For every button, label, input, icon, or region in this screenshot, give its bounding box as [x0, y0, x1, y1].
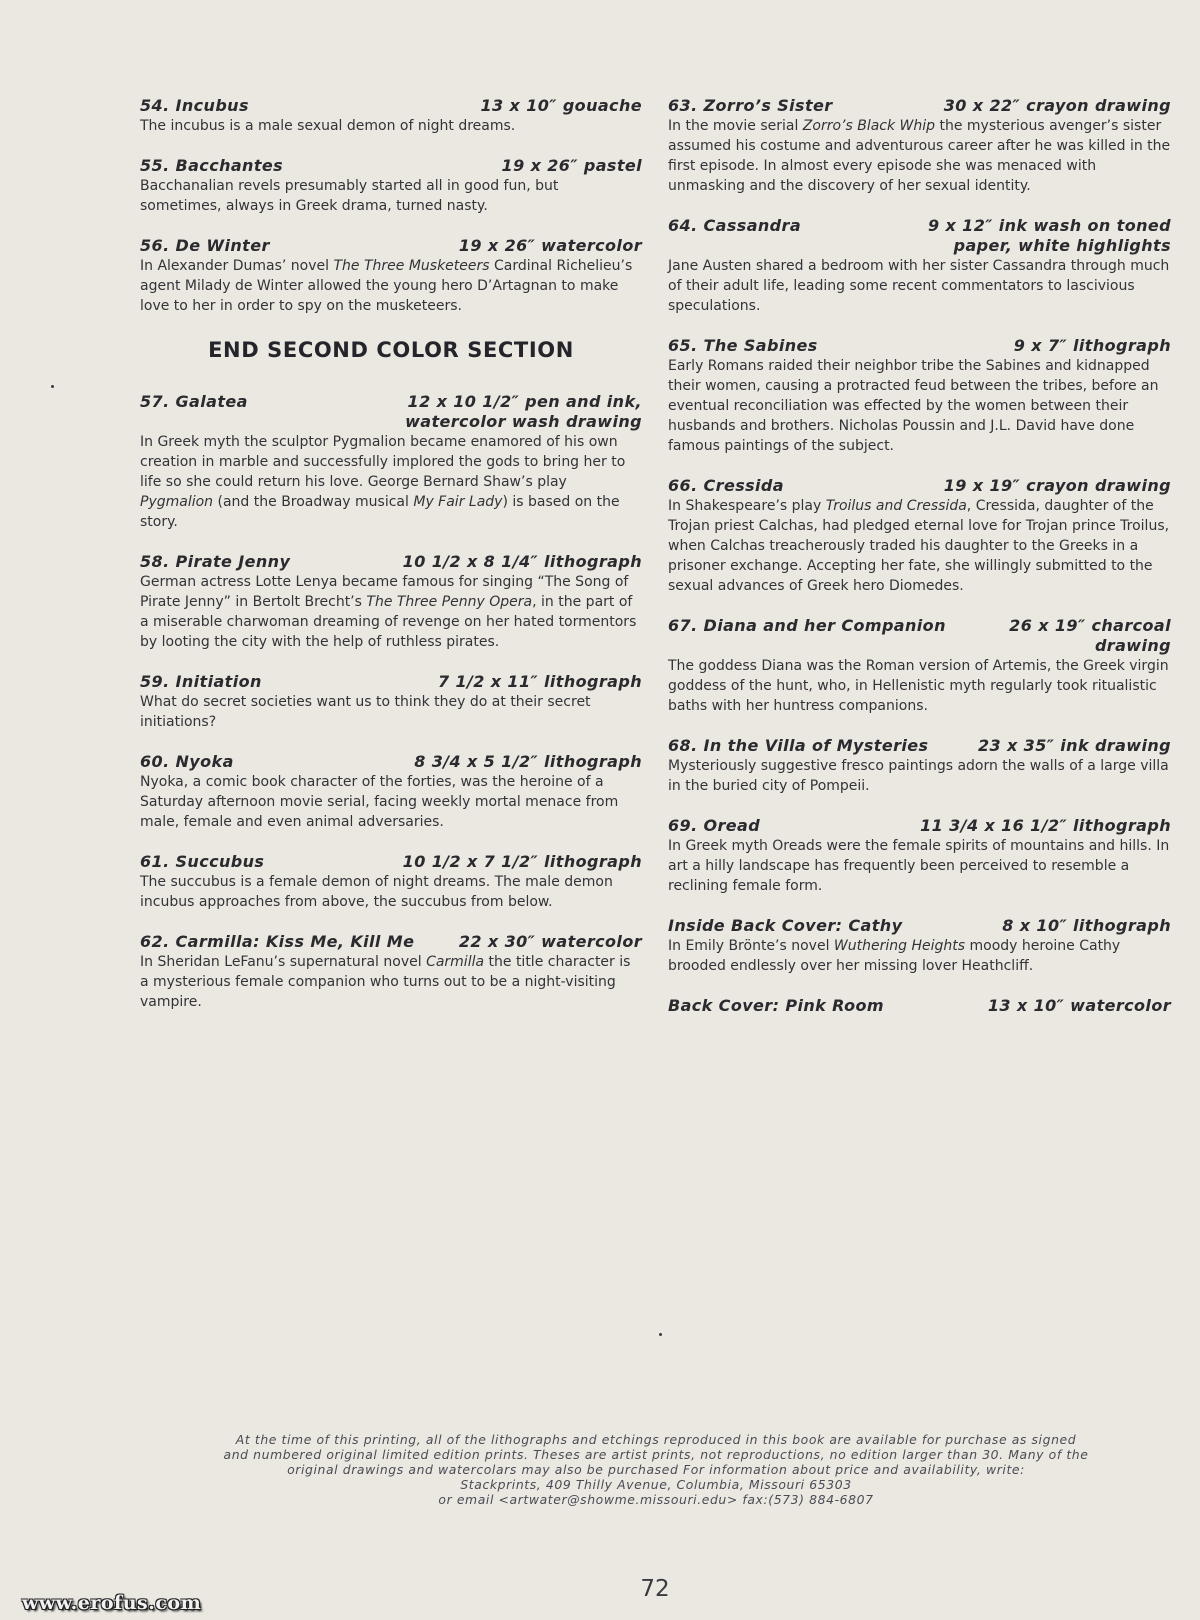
address-line: Stackprints, 409 Thilly Avenue, Columbia, Missouri 65303 [460, 1477, 852, 1492]
entry-heading [668, 476, 1171, 496]
work-title: Zorro’s Black Whip [802, 118, 936, 134]
entry-title: Inside Back Cover: Cathy [668, 916, 903, 935]
entry-heading [668, 336, 1171, 356]
entry-description [668, 836, 1171, 896]
entry-title: 57. Galatea [140, 392, 248, 411]
right-entries [668, 96, 1171, 1016]
entry-medium: 10 1/2 x 7 1/2″ lithograph [402, 852, 642, 871]
entry-heading [140, 392, 642, 432]
left-column [140, 96, 642, 1032]
entry-title: 64. Cassandra [668, 216, 802, 235]
entry-medium: 22 x 30″ watercolor [458, 932, 642, 951]
description-text: What do secret societies want us to think they do at their secret initiations? [140, 694, 591, 730]
entry-description [140, 116, 642, 136]
catalog-entry [140, 552, 642, 652]
catalog-entry [140, 156, 642, 216]
description-text: The incubus is a male sexual demon of night dreams. [140, 118, 516, 134]
entry-description [140, 952, 642, 1012]
entry-medium: 19 x 19″ crayon drawing [943, 476, 1171, 495]
description-text: the mysterious avenger’s sister assumed his costume and adventurous career after he was killed in the first episode. In almost every episode she was menaced with unmasking and the discovery of her sexual identity. [668, 118, 1171, 194]
catalog-entry [140, 236, 642, 316]
entry-description [140, 432, 642, 532]
description-text: the title character is a mysterious female companion who turns out to be a night-visiting vampire. [140, 954, 631, 1010]
description-text: In Sheridan LeFanu’s supernatural novel [140, 954, 427, 970]
catalog-entry [668, 96, 1171, 196]
catalog-entry [668, 616, 1171, 716]
description-text: Jane Austen shared a bedroom with her sister Cassandra through much of their adult life, leading some recent commentators to lascivious speculations. [668, 258, 1170, 314]
entry-title: 55. Bacchantes [140, 156, 284, 175]
entry-description [140, 176, 642, 216]
entry-heading [140, 752, 642, 772]
catalog-entry [668, 916, 1171, 976]
entry-title: 54. Incubus [140, 96, 249, 115]
print-speck [659, 1333, 662, 1336]
description-text: Early Romans raided their neighbor tribe the Sabines and kidnapped their women, causing a protracted feud between the tribes, before an eventual reconciliation was effected by the women between their husbands and brothers. Nicholas Poussin and J.L. David have done famous paintings of the subject. [668, 358, 1159, 454]
availability-note [140, 1432, 1172, 1507]
catalog-entry [668, 216, 1171, 316]
entry-medium: 13 x 10″ gouache [480, 96, 642, 115]
entry-heading [668, 96, 1171, 116]
availability-line: original drawings and watercolars may also be purchased For information about price and availability, write: [287, 1462, 1025, 1477]
entry-medium: 11 3/4 x 16 1/2″ lithograph [920, 816, 1171, 835]
catalog-entry [140, 672, 642, 732]
description-text: German actress Lotte Lenya became famous for singing “The Song of Pirate Jenny” in Bertolt Brecht’s [140, 574, 629, 610]
entry-description [668, 656, 1171, 716]
description-text: Mysteriously suggestive fresco paintings adorn the walls of a large villa in the buried city of Pompeii. [668, 758, 1169, 794]
entry-heading [140, 852, 642, 872]
print-speck [51, 385, 54, 388]
description-text: Bacchanalian revels presumably started all in good fun, but sometimes, always in Greek drama, turned nasty. [140, 178, 559, 214]
entry-description [140, 772, 642, 832]
entry-heading [668, 996, 1171, 1016]
entry-title: 58. Pirate Jenny [140, 552, 291, 571]
contact-line: or email <artwater@showme.missouri.edu> fax:(573) 884-6807 [438, 1492, 874, 1507]
entry-title: 68. In the Villa of Mysteries [668, 736, 929, 755]
work-title: Pygmalion [140, 494, 214, 510]
work-title: The Three Musketeers [333, 258, 490, 274]
entry-description [668, 496, 1171, 596]
entry-title: 63. Zorro’s Sister [668, 96, 833, 115]
entry-title: 65. The Sabines [668, 336, 818, 355]
description-text: Cardinal Richelieu’s agent Milady de Winter allowed the young hero D’Artagnan to make love to her in order to spy on the musketeers. [140, 258, 633, 314]
entry-medium: 8 3/4 x 5 1/2″ lithograph [414, 752, 642, 771]
entry-medium: 9 x 7″ lithograph [1013, 336, 1171, 355]
description-text: moody heroine Cathy brooded endlessly over her missing lover Heathcliff. [668, 938, 1121, 974]
description-text: ) is based on the story. [140, 494, 620, 530]
entry-description [668, 356, 1171, 456]
entry-title: 59. Initiation [140, 672, 262, 691]
description-text: (and the Broadway musical [213, 494, 414, 510]
availability-line: and numbered original limited edition prints. Theses are artist prints, not reproductions, no edition larger than 30. Many of the [223, 1447, 1089, 1462]
entry-description [668, 936, 1171, 976]
left-entries-bottom [140, 392, 642, 1012]
description-text: In Greek myth the sculptor Pygmalion became enamored of his own creation in marble and successfully implored the gods to bring her to life so she could return his love. George Bernard Shaw’s play [140, 434, 626, 490]
entry-heading [140, 932, 642, 952]
entry-medium: 7 1/2 x 11″ lithograph [437, 672, 642, 691]
catalog-entry [668, 476, 1171, 596]
description-text: In Emily Brönte’s novel [668, 938, 834, 954]
watermark-logo: www.erofus.com [22, 1592, 202, 1614]
work-title: Carmilla [426, 954, 485, 970]
entry-title: 60. Nyoka [140, 752, 234, 771]
entry-title: 56. De Winter [140, 236, 270, 255]
work-title: Wuthering Heights [833, 938, 966, 954]
page-number: 72 [640, 1576, 670, 1602]
entry-heading [668, 816, 1171, 836]
work-title: My Fair Lady [413, 494, 503, 510]
entry-medium: 19 x 26″ pastel [501, 156, 642, 175]
entry-description [668, 256, 1171, 316]
right-column [668, 96, 1171, 1036]
entry-description [140, 572, 642, 652]
description-text: In Shakespeare’s play [668, 498, 826, 514]
entry-title: 66. Cressida [668, 476, 784, 495]
entry-heading [668, 616, 1171, 656]
entry-medium: 10 1/2 x 8 1/4″ lithograph [402, 552, 642, 571]
entry-medium: 12 x 10 1/2″ pen and ink, watercolor wash drawing [405, 392, 642, 431]
entry-medium: 8 x 10″ lithograph [1002, 916, 1171, 935]
description-text: In the movie serial [668, 118, 803, 134]
entry-heading [140, 96, 642, 116]
left-entries-top [140, 96, 642, 316]
entry-heading [668, 736, 1171, 756]
entry-medium: 19 x 26″ watercolor [458, 236, 642, 255]
catalog-entry [140, 392, 642, 532]
work-title: The Three Penny Opera [366, 594, 533, 610]
entry-medium: 13 x 10″ watercolor [987, 996, 1171, 1015]
entry-heading [668, 216, 1171, 256]
catalog-entry [668, 816, 1171, 896]
entry-heading [140, 672, 642, 692]
catalog-entry [140, 932, 642, 1012]
catalog-entry [140, 752, 642, 832]
entry-title: Back Cover: Pink Room [668, 996, 884, 1015]
section-heading: END SECOND COLOR SECTION [208, 338, 574, 362]
description-text: , in the part of a miserable charwoman dreaming of revenge on her hated tormentors by looting the city with the help of ruthless pirates. [140, 594, 637, 650]
description-text: In Greek myth Oreads were the female spirits of mountains and hills. In art a hilly landscape has frequently been perceived to resemble a reclining female form. [668, 838, 1170, 894]
entry-title: 62. Carmilla: Kiss Me, Kill Me [140, 932, 415, 951]
entry-title: 69. Oread [668, 816, 761, 835]
description-text: In Alexander Dumas’ novel [140, 258, 334, 274]
catalog-entry [668, 336, 1171, 456]
entry-title: 61. Succubus [140, 852, 265, 871]
entry-heading [140, 156, 642, 176]
description-text: The goddess Diana was the Roman version of Artemis, the Greek virgin goddess of the hunt, who, in Hellenistic myth regularly took ritualistic baths with her huntress companions. [668, 658, 1169, 714]
availability-line: At the time of this printing, all of the lithographs and etchings reproduced in this book are available for purchase as signed [235, 1432, 1077, 1447]
description-text: Nyoka, a comic book character of the forties, was the heroine of a Saturday afternoon movie serial, facing weekly mortal menace from male, female and even animal adversaries. [140, 774, 619, 830]
description-text: , Cressida, daughter of the Trojan priest Calchas, had pledged eternal love for Trojan prince Troilus, when Calchas treacherously traded his daughter to the Greeks in a prisoner exchange. Accepting her fate, she willingly submitted to the sexual advances of Greek hero Diomedes. [668, 498, 1170, 594]
entry-description [668, 756, 1171, 796]
entry-description [140, 692, 642, 732]
entry-medium: 23 x 35″ ink drawing [977, 736, 1171, 755]
entry-medium: 30 x 22″ crayon drawing [943, 96, 1171, 115]
catalog-entry [668, 996, 1171, 1016]
entry-title: 67. Diana and her Companion [668, 616, 946, 635]
entry-medium: 26 x 19″ charcoal drawing [1009, 616, 1171, 655]
entry-description [140, 872, 642, 912]
description-text: The succubus is a female demon of night dreams. The male demon incubus approaches from above, the succubus from below. [140, 874, 613, 910]
entry-description [140, 256, 642, 316]
catalog-entry [140, 852, 642, 912]
work-title: Troilus and Cressida [825, 498, 967, 514]
entry-heading [140, 552, 642, 572]
entry-heading [140, 236, 642, 256]
entry-heading [668, 916, 1171, 936]
entry-medium: 9 x 12″ ink wash on toned paper, white highlights [927, 216, 1171, 255]
catalog-entry [668, 736, 1171, 796]
catalog-entry [140, 96, 642, 136]
entry-description [668, 116, 1171, 196]
